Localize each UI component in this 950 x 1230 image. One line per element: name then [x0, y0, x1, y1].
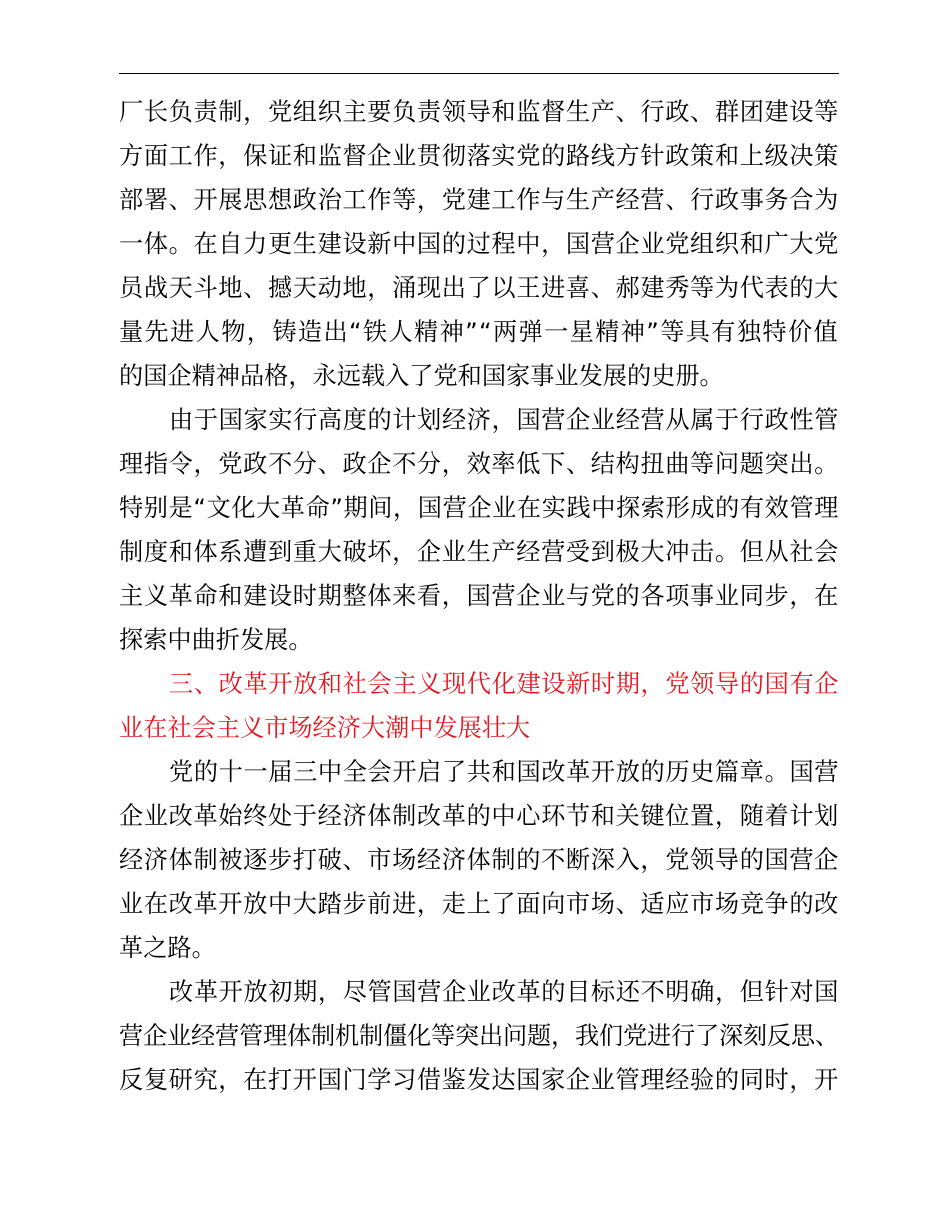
text-line: 方面工作，保证和监督企业贯彻落实党的路线方针政策和上级决策	[119, 142, 839, 170]
text-line: 员战天斗地、撼天动地，涌现出了以王进喜、郝建秀等为代表的大	[119, 274, 839, 302]
paragraph-3	[119, 750, 839, 970]
text-line: 由于国家实行高度的计划经济，国营企业经营从属于行政性管	[169, 406, 840, 434]
text-line: 经济体制被逐步打破、市场经济体制的不断深入，党领导的国营企	[119, 846, 839, 874]
text-line: 革之路。	[119, 934, 216, 962]
text-line: 理指令，党政不分、政企不分，效率低下、结构扭曲等问题突出。	[119, 450, 839, 478]
text-line: 量先进人物，铸造出“铁人精神”“两弹一星精神”等具有独特价值	[119, 318, 840, 346]
text-line: 企业改革始终处于经济体制改革的中心环节和关键位置，随着计划	[119, 802, 839, 830]
text-line: 一体。在自力更生建设新中国的过程中，国营企业党组织和广大党	[119, 230, 839, 258]
text-line: 制度和体系遭到重大破坏，企业生产经营受到极大冲击。但从社会	[119, 538, 839, 566]
text-line: 党的十一届三中全会开启了共和国改革开放的历史篇章。国营	[169, 758, 840, 786]
text-line: 反复研究，在打开国门学习借鉴发达国家企业管理经验的同时，开	[119, 1066, 839, 1094]
text-line: 特别是“文化大革命”期间，国营企业在实践中探索形成的有效管理	[119, 494, 840, 522]
paragraph-4	[119, 970, 839, 1102]
text-line: 主义革命和建设时期整体来看，国营企业与党的各项事业同步，在	[119, 582, 839, 610]
text-line: 探索中曲折发展。	[119, 626, 313, 654]
paragraph-2	[119, 398, 839, 662]
text-line: 改革开放初期，尽管国营企业改革的目标还不明确，但针对国	[169, 978, 840, 1006]
heading-line: 业在社会主义市场经济大潮中发展壮大	[119, 714, 531, 742]
text-line: 部署、开展思想政治工作等，党建工作与生产经营、行政事务合为	[119, 186, 839, 214]
text-line: 业在改革开放中大踏步前进，走上了面向市场、适应市场竞争的改	[119, 890, 839, 918]
text-line: 厂长负责制，党组织主要负责领导和监督生产、行政、群团建设等	[119, 98, 839, 126]
heading-line: 三、改革开放和社会主义现代化建设新时期，党领导的国有企	[169, 670, 840, 698]
header-rule	[119, 73, 839, 74]
text-line: 的国企精神品格，永远载入了党和国家事业发展的史册。	[119, 362, 724, 390]
section-heading-3	[119, 662, 839, 750]
text-line: 营企业经营管理体制机制僵化等突出问题，我们党进行了深刻反思、	[119, 1022, 839, 1050]
paragraph-1	[119, 90, 839, 398]
body-text	[119, 90, 839, 1102]
